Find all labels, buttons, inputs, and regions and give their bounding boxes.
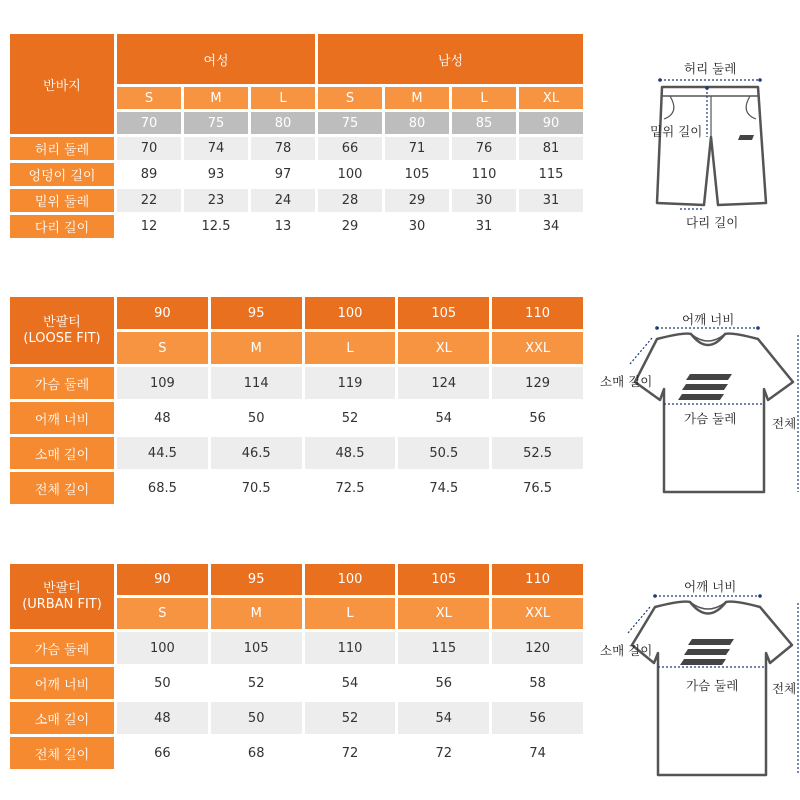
value-cell: 68.5 bbox=[117, 472, 208, 504]
table-row bbox=[10, 437, 583, 469]
value-cell: 74.5 bbox=[398, 472, 489, 504]
size-cell: XL bbox=[519, 87, 583, 109]
value-cell: 54 bbox=[398, 702, 489, 734]
value-cell: 23 bbox=[184, 189, 248, 212]
size-cell: XXL bbox=[492, 332, 583, 364]
table-row bbox=[10, 137, 583, 160]
header-line-2: (URBAN FIT) bbox=[22, 596, 102, 612]
value-cell: 29 bbox=[385, 189, 449, 212]
value-cell: 44.5 bbox=[117, 437, 208, 469]
size-cell: S bbox=[117, 332, 208, 364]
value-cell: 76.5 bbox=[492, 472, 583, 504]
size-number-cell: 85 bbox=[452, 112, 516, 134]
value-cell: 50.5 bbox=[398, 437, 489, 469]
size-number-cell: 95 bbox=[211, 297, 302, 329]
value-cell: 89 bbox=[117, 163, 181, 186]
size-cell: L bbox=[305, 598, 396, 629]
value-cell: 48 bbox=[117, 402, 208, 434]
women-label: 여성 bbox=[117, 34, 315, 84]
value-cell: 58 bbox=[492, 667, 583, 699]
table-row bbox=[10, 667, 583, 699]
value-cell: 66 bbox=[318, 137, 382, 160]
size-number-cell: 105 bbox=[398, 297, 489, 329]
row-label: 가슴 둘레 bbox=[10, 367, 114, 399]
rise-label: 밑위 길이 bbox=[650, 124, 703, 139]
value-cell: 70.5 bbox=[211, 472, 302, 504]
header-line-1: 반팔티 bbox=[43, 314, 81, 330]
value-cell: 52 bbox=[305, 402, 396, 434]
sleeve-label: 소매 길이 bbox=[600, 374, 653, 389]
value-cell: 12.5 bbox=[184, 215, 248, 238]
sleeve-label: 소매 길이 bbox=[600, 643, 653, 658]
value-cell: 56 bbox=[492, 702, 583, 734]
size-number-cell: 90 bbox=[519, 112, 583, 134]
value-cell: 105 bbox=[385, 163, 449, 186]
row-label: 허리 둘레 bbox=[10, 137, 114, 160]
value-cell: 74 bbox=[184, 137, 248, 160]
size-number-cell: 75 bbox=[184, 112, 248, 134]
value-cell: 66 bbox=[117, 737, 208, 769]
value-cell: 46.5 bbox=[211, 437, 302, 469]
men-label: 남성 bbox=[318, 34, 583, 84]
value-cell: 71 bbox=[385, 137, 449, 160]
size-number-cell: 80 bbox=[251, 112, 315, 134]
header-line-1: 반팔티 bbox=[43, 580, 81, 596]
size-cell: XL bbox=[398, 598, 489, 629]
size-number-cell: 75 bbox=[318, 112, 382, 134]
value-cell: 129 bbox=[492, 367, 583, 399]
size-cell: L bbox=[452, 87, 516, 109]
shoulder-label: 어깨 너비 bbox=[684, 579, 737, 594]
value-cell: 115 bbox=[519, 163, 583, 186]
value-cell: 54 bbox=[305, 667, 396, 699]
value-cell: 31 bbox=[519, 189, 583, 212]
row-label: 엉덩이 길이 bbox=[10, 163, 114, 186]
value-cell: 68 bbox=[211, 737, 302, 769]
loose-fit-header bbox=[10, 297, 114, 364]
value-cell: 124 bbox=[398, 367, 489, 399]
size-cell: M bbox=[211, 598, 302, 629]
urban-fit-size-table bbox=[7, 561, 586, 772]
value-cell: 30 bbox=[452, 189, 516, 212]
value-cell: 114 bbox=[211, 367, 302, 399]
size-cell: XL bbox=[398, 332, 489, 364]
value-cell: 56 bbox=[492, 402, 583, 434]
size-number-cell: 80 bbox=[385, 112, 449, 134]
value-cell: 12 bbox=[117, 215, 181, 238]
size-number-cell: 110 bbox=[492, 297, 583, 329]
value-cell: 97 bbox=[251, 163, 315, 186]
value-cell: 109 bbox=[117, 367, 208, 399]
value-cell: 52.5 bbox=[492, 437, 583, 469]
value-cell: 119 bbox=[305, 367, 396, 399]
table-row bbox=[10, 163, 583, 186]
value-cell: 56 bbox=[398, 667, 489, 699]
value-cell: 29 bbox=[318, 215, 382, 238]
size-number-cell: 100 bbox=[305, 564, 396, 595]
value-cell: 52 bbox=[211, 667, 302, 699]
waist-label: 허리 둘레 bbox=[684, 61, 737, 76]
value-cell: 13 bbox=[251, 215, 315, 238]
size-cell: L bbox=[251, 87, 315, 109]
size-number-cell: 95 bbox=[211, 564, 302, 595]
shoulder-label: 어깨 너비 bbox=[682, 312, 735, 327]
size-cell: L bbox=[305, 332, 396, 364]
size-cell: S bbox=[318, 87, 382, 109]
urban-tee-diagram bbox=[600, 575, 800, 785]
table-row bbox=[10, 215, 583, 238]
table-row bbox=[10, 189, 583, 212]
row-label: 어깨 너비 bbox=[10, 667, 114, 699]
size-number-cell: 105 bbox=[398, 564, 489, 595]
loose-fit-size-table bbox=[7, 294, 586, 507]
value-cell: 31 bbox=[452, 215, 516, 238]
row-label: 다리 길이 bbox=[10, 215, 114, 238]
shorts-header: 반바지 bbox=[10, 34, 114, 134]
row-label: 소매 길이 bbox=[10, 437, 114, 469]
value-cell: 81 bbox=[519, 137, 583, 160]
value-cell: 24 bbox=[251, 189, 315, 212]
value-cell: 50 bbox=[117, 667, 208, 699]
loose-tee-diagram bbox=[600, 308, 800, 508]
value-cell: 48.5 bbox=[305, 437, 396, 469]
value-cell: 78 bbox=[251, 137, 315, 160]
row-label: 전체 길이 bbox=[10, 737, 114, 769]
size-number-cell: 110 bbox=[492, 564, 583, 595]
table-row bbox=[10, 632, 583, 664]
total-length-label: 전체 bbox=[772, 681, 797, 696]
size-cell: XXL bbox=[492, 598, 583, 629]
value-cell: 70 bbox=[117, 137, 181, 160]
table-row bbox=[10, 702, 583, 734]
urban-fit-header bbox=[10, 564, 114, 629]
value-cell: 110 bbox=[452, 163, 516, 186]
chest-label: 가슴 둘레 bbox=[686, 678, 739, 693]
value-cell: 115 bbox=[398, 632, 489, 664]
table-row bbox=[10, 737, 583, 769]
value-cell: 52 bbox=[305, 702, 396, 734]
chest-label: 가슴 둘레 bbox=[684, 411, 737, 426]
value-cell: 72.5 bbox=[305, 472, 396, 504]
value-cell: 76 bbox=[452, 137, 516, 160]
size-cell: M bbox=[385, 87, 449, 109]
row-label: 소매 길이 bbox=[10, 702, 114, 734]
loose-tee-illustration bbox=[600, 308, 800, 508]
value-cell: 22 bbox=[117, 189, 181, 212]
size-cell: S bbox=[117, 87, 181, 109]
value-cell: 105 bbox=[211, 632, 302, 664]
size-cell: M bbox=[211, 332, 302, 364]
size-number-cell: 90 bbox=[117, 297, 208, 329]
logo-icon bbox=[738, 135, 754, 140]
size-cell: S bbox=[117, 598, 208, 629]
value-cell: 100 bbox=[318, 163, 382, 186]
shorts-illustration bbox=[640, 55, 800, 235]
value-cell: 93 bbox=[184, 163, 248, 186]
header-line-2: (LOOSE FIT) bbox=[23, 330, 101, 346]
size-number-cell: 100 bbox=[305, 297, 396, 329]
row-label: 가슴 둘레 bbox=[10, 632, 114, 664]
value-cell: 72 bbox=[305, 737, 396, 769]
value-cell: 54 bbox=[398, 402, 489, 434]
table-row bbox=[10, 472, 583, 504]
row-label: 어깨 너비 bbox=[10, 402, 114, 434]
table-row bbox=[10, 402, 583, 434]
leg-label: 다리 길이 bbox=[686, 215, 739, 230]
size-number-cell: 90 bbox=[117, 564, 208, 595]
shorts-diagram bbox=[640, 55, 800, 235]
value-cell: 110 bbox=[305, 632, 396, 664]
value-cell: 100 bbox=[117, 632, 208, 664]
table-row bbox=[10, 367, 583, 399]
row-label: 전체 길이 bbox=[10, 472, 114, 504]
value-cell: 34 bbox=[519, 215, 583, 238]
size-cell: M bbox=[184, 87, 248, 109]
value-cell: 72 bbox=[398, 737, 489, 769]
size-number-cell: 70 bbox=[117, 112, 181, 134]
value-cell: 28 bbox=[318, 189, 382, 212]
shorts-size-table bbox=[7, 31, 586, 241]
value-cell: 120 bbox=[492, 632, 583, 664]
value-cell: 50 bbox=[211, 402, 302, 434]
total-length-label: 전체 bbox=[772, 416, 797, 431]
value-cell: 74 bbox=[492, 737, 583, 769]
value-cell: 48 bbox=[117, 702, 208, 734]
value-cell: 30 bbox=[385, 215, 449, 238]
row-label: 밑위 둘레 bbox=[10, 189, 114, 212]
value-cell: 50 bbox=[211, 702, 302, 734]
